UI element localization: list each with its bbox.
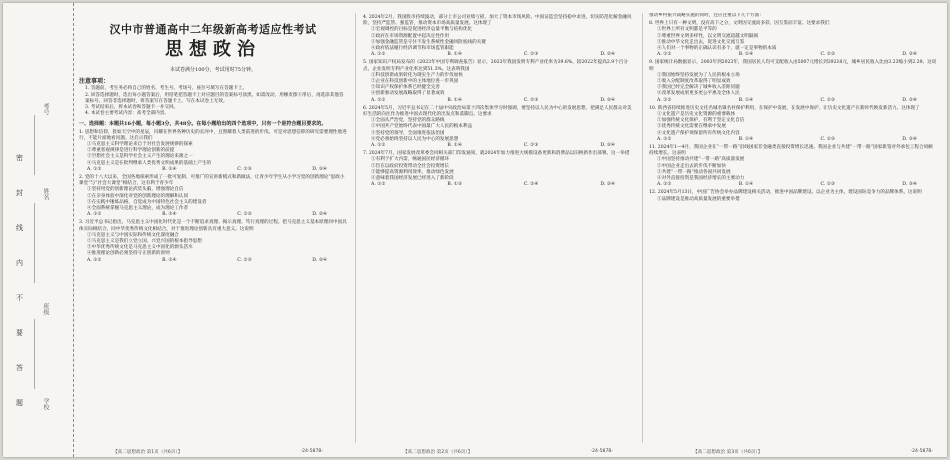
answer-choices — [371, 98, 635, 104]
question-options — [657, 27, 937, 52]
choice: D. ③④ — [600, 97, 615, 103]
option: ①全面从严治党，坚持党的群众路线 — [371, 118, 445, 124]
option: ②加强传统文化保护，有利于坚定文化自信 — [657, 118, 745, 124]
page-divider — [642, 13, 643, 443]
footer-code: ·24-587B· — [300, 449, 323, 454]
option: ①文化遗产是历史文化资源的重要载体 — [657, 112, 736, 118]
question-stem: 3. 习近平总书记指出，马克思主义中国化时代化是一个不断追求真理、揭示真理、笃行真理的过程。把马克思主义基本原理同中国具体实际相结合、同中华优秀传统文化相结合，对于推进理论创新具有重大意义。这说明 — [79, 220, 347, 232]
choice: B. ①④ — [447, 143, 462, 149]
binding-mark: 答 — [16, 364, 23, 372]
question-options — [371, 27, 635, 52]
choice: A. ①② — [371, 97, 386, 103]
option: ②马克思主义是我们立党立国、兴党兴国的根本指导思想 — [87, 239, 202, 245]
question — [649, 21, 937, 58]
choice: C. ②③ — [523, 143, 539, 149]
answer-choices — [657, 52, 937, 58]
choice: A. ①② — [371, 143, 386, 149]
option: ④推进理论创新必须坚持守正创新的原则 — [87, 251, 170, 257]
section-heading: 一、选择题：本题共16小题，每小题3分，共48分。在每小题给出的四个选项中，只有一个是符合题目要求的。 — [79, 121, 327, 128]
binding-margin — [3, 3, 74, 457]
binding-mark: 内 — [16, 259, 23, 267]
exam-title: 汉中市普通高中二年级新高考适应性考试 — [109, 23, 317, 36]
question-stem: 12. 2024年5月13日，中国广告协会举办品牌建设相关活动，推进中国品牌建设。以企业为主体，建设国际竞争力的品牌体系。这说明 — [649, 190, 922, 196]
option: ③我国已经完全解决了城乡收入差距问题 — [657, 85, 740, 91]
notice-block — [79, 79, 347, 117]
question-stem: 4. 2024年2月，我国股市持续波动，部分上市公司业绩亏损，加大了资本市场风险。中国证监会坚持稳中求进，切实防范化解金融风险，坚持严监管、强监管，推动资本市场高质量发展。这体现了 — [363, 15, 632, 27]
choice: C. ②③ — [820, 136, 836, 142]
footer-code: ·24-587B· — [910, 449, 933, 454]
footer-code: ·24-587B· — [590, 449, 613, 454]
notice-item: 3. 考试结束后，将本试卷和答题卡一并交回。 — [85, 105, 179, 111]
choice: D. ③④ — [600, 143, 615, 149]
option: ②尊重客观规律是进行科学理论创新的前提 — [87, 148, 175, 154]
question-options — [87, 142, 347, 167]
option: ①世界上所有文明都是平等的 — [657, 27, 717, 33]
question — [363, 106, 635, 149]
option: ①宏观调控的目标是促进经济总量平衡与结构优化 — [371, 27, 473, 33]
choice: A. ①② — [87, 166, 102, 172]
answer-choices — [87, 258, 347, 264]
page-3 — [649, 13, 937, 443]
footer-page-label: 【高二思想政治 第3页（共6页）】 — [693, 450, 763, 455]
binding-mark: 线 — [16, 224, 23, 232]
option: ①马克思主义科学理论来自于对社会发展规律的探索 — [87, 142, 193, 148]
choice: D. ③④ — [312, 166, 327, 172]
binding-write-line — [34, 115, 35, 175]
page-2 — [363, 13, 635, 443]
option: ③坚持党的领导，全面推进依法治国 — [371, 130, 445, 136]
option: ③共建“一带一路”推动各国共同发展 — [657, 169, 731, 175]
option: ③推动中华文化走出去，促进文化交流互鉴 — [657, 39, 745, 45]
option: ①我国始终坚持发展为了人民的根本立场 — [657, 72, 740, 78]
question-stem: 2. 党的十八大以来，全国各地探索形成了一批可复制、可推广的宣讲新模式和新做法，让青少年学生从小学习党的创新理论“思政小课堂”与“社会大课堂”相结合，这有利于青少年 — [79, 175, 345, 187]
option: ②尊重世界文明多样性，以文明交流超越文明隔阂 — [657, 33, 759, 39]
notice-item: 1. 答题前，考生务必将自己的姓名、考生号、考场号、座位号填写在答题卡上。 — [85, 86, 248, 92]
option: ①品牌建设是推动高质量发展的重要举措 — [657, 196, 740, 202]
question-options — [657, 197, 937, 203]
choice: A. ①② — [657, 97, 672, 103]
option: ③优秀传统文化需要在继承中发展 — [657, 124, 726, 130]
question — [363, 15, 635, 58]
option: ④政府依法履行经济调节和市场监管职能 — [371, 46, 454, 52]
option: ④对外直接投资是我国经济增长的主要动力 — [657, 176, 745, 182]
subject-title: 思想政治 — [165, 39, 261, 60]
binding-mark: 密 — [16, 154, 23, 162]
question — [363, 60, 635, 103]
question — [79, 130, 347, 173]
option: ④文化遗产保护须保留所有传统文化内容 — [657, 130, 740, 136]
notice-item: 4. 本试卷主要考试内容：高考全部内容。 — [85, 111, 169, 117]
option: ③能够提高资源利用效率，推动绿色发展 — [371, 169, 454, 175]
option: ③空想社会主义是科学社会主义产生的理论来源之一 — [87, 154, 193, 160]
choice: B. ①③ — [447, 182, 462, 188]
answer-choices — [657, 182, 937, 188]
choice: C. ②③ — [523, 97, 539, 103]
answer-choices — [87, 212, 347, 218]
choice: C. ②④ — [523, 182, 539, 188]
binding-mark: 封 — [16, 189, 23, 197]
option: ②旨在以政府投资带动全社会投资增长 — [371, 163, 450, 169]
option: ④马克思主义是在批判继承人类优秀文明成果的基础上产生的 — [87, 160, 212, 166]
notice-item: 2. 回答选择题时，选出每小题答案后，用铅笔把答题卡上对应题目的答案标号涂黑。如需改动，用橡皮擦干净后，再选涂其他答案标号。回答非选择题时，将答案写在答题卡上。写在本试卷上无效。 — [85, 92, 344, 104]
binding-write-line — [34, 319, 35, 389]
choice: B. ①④ — [162, 166, 177, 172]
option: ④全面系统掌握马克思主义理论，成为理论工作者 — [87, 206, 189, 212]
choice: D. ③④ — [600, 52, 615, 58]
choice: D. ③④ — [902, 97, 917, 103]
choice: D. ③④ — [902, 136, 917, 142]
choice: B. ①④ — [738, 52, 754, 58]
answer-choices — [371, 143, 635, 149]
question-stem: 6. 2024年5月，习近平总书记在二十届中央政治局第十四次集体学习时强调，要坚持以人民为中心的发展思想，把满足人民群众对美好生活的向往作为推进中国式现代化的出发点和落脚点。这要求 — [363, 105, 632, 118]
question-options — [657, 73, 937, 98]
answer-choices — [657, 137, 937, 143]
question — [649, 60, 937, 103]
question-options — [87, 187, 347, 212]
question-stem: 11. 2024年1—4月，我国企业在“一带一路”沿线国家非金融类直接投资增长迅速。我国企业与共建“一带一路”国家新签对外承包工程合同额持续增长。这表明 — [649, 145, 933, 157]
question-stem: 5. 国家知识产权局发布的《2023年中国专利调查报告》显示，2023年我国发明专利产业化率为39.6%，较2022年提高2.9个百分点，企业发明专利产业化率达到51.3%。这表明我国 — [363, 60, 628, 72]
choice: A. ①② — [657, 136, 672, 142]
choice: B. ①④ — [738, 136, 754, 142]
question — [363, 151, 635, 188]
choice: A. ①② — [657, 52, 672, 58]
option: ④创新驱动发展战略取得了显著成效 — [371, 91, 445, 97]
question — [79, 175, 347, 218]
choice: D. ③④ — [902, 52, 917, 58]
choice: B. ①④ — [447, 52, 462, 58]
choice: D. ③④ — [312, 257, 327, 263]
answer-choices — [371, 52, 635, 58]
choice: A. ①② — [87, 212, 102, 218]
page-divider — [355, 13, 356, 443]
option: ④党必须始终坚持以人民为中心的发展思想 — [371, 136, 459, 142]
choice: C. ②③ — [523, 52, 539, 58]
option: ③在实践中锤炼品格，自觉成为中国特色社会主义的建设者 — [87, 199, 207, 205]
choice: C. ②③ — [820, 182, 836, 188]
answer-choices — [657, 98, 937, 104]
choice: D. ③④ — [600, 182, 615, 188]
question-options — [657, 112, 937, 137]
question — [79, 220, 347, 263]
choice: C. ②③ — [820, 97, 836, 103]
option: ①马克思主义与中国实际和传统文化深度融合 — [87, 232, 179, 238]
footer-page-label: 【高二思想政治 第1页（共6页）】 — [113, 450, 183, 455]
question-stem: 1. 思想和信仰，犹如天空中的星辰，闪耀在世界各种历史的长河中，且照耀着人类前进的步伐。可是对思想信仰的研究需要理性地进行，不能片面地看问题。这启示我们 — [79, 129, 347, 141]
choice: A. ①② — [371, 52, 386, 58]
question-options — [657, 157, 937, 182]
option: ②中国共产党始终代表中国最广大人民的根本利益 — [371, 124, 473, 130]
choice: B. ①④ — [162, 212, 177, 218]
question — [649, 106, 937, 143]
question — [649, 190, 937, 202]
page-1 — [79, 13, 347, 443]
question-options — [371, 73, 635, 98]
binding-label-name: 姓名 — [42, 188, 49, 200]
question-options — [371, 118, 635, 143]
question-stem: 9. 国家统计局数据显示，2003年到2023年，我国居民人均可支配收入由5007元增长到39218元，城乡居民收入比由3.23缩小到2.39。这说明 — [649, 60, 937, 72]
option: ①坚持用党的创新理论武装头脑，增强理论自信 — [87, 187, 184, 193]
option: ②政府在市场资源配置中起决定性作用 — [371, 33, 450, 39]
binding-label-school: 学校 — [42, 398, 49, 410]
option: ③知识产权保护体系已经健全完善 — [371, 85, 440, 91]
binding-mark: 不 — [16, 294, 23, 302]
option: ②中国企业走出去的步伐不断加快 — [657, 163, 726, 169]
option: ①科技创新成果转化为现实生产力的步伐加快 — [371, 72, 463, 78]
option: ④人们对一个事物的正确认识有多个，就一定是事物的本质 — [657, 46, 777, 52]
question-stem: 7. 2024年7月，国家发展改革委会同相关部门印发通知，就2024年加力推进大规模设备更新和消费品以旧换新作出部署。这一举措 — [363, 151, 630, 157]
option: ①中国坚持推动共建“一带一路”高质量发展 — [657, 157, 745, 163]
option: ②收入分配制度改革取得了明显成效 — [657, 79, 731, 85]
choice: B. ①④ — [738, 182, 754, 188]
intro-text: 推动乡村振兴战略实施的同时，还应注重以下几个方面： — [649, 13, 764, 18]
binding-write-line — [34, 203, 35, 283]
choice: B. ①④ — [447, 97, 462, 103]
choice: C. ②③ — [820, 52, 836, 58]
exam-info: 本试卷满分100分，考试用时75分钟。 — [170, 67, 256, 73]
notice-title: 注意事项： — [79, 78, 110, 86]
option: ④改革发展成果更多更公平惠及全体人民 — [657, 91, 740, 97]
exam-sheet — [3, 3, 947, 457]
option: ③中华优秀传统文化是马克思主义中国化的源头活水 — [87, 245, 193, 251]
choice: C. ②③ — [237, 166, 252, 172]
choice: D. ③④ — [902, 182, 917, 188]
option: ③加强金融监管是守住不发生系统性金融风险底线的关键 — [371, 39, 486, 45]
binding-mark: 要 — [16, 329, 23, 337]
question-stem: 8. 世界上只有一种文明，没有高下之分，文明因交流而多彩，因互鉴而丰富。这要求我们 — [649, 21, 830, 27]
choice: D. ③④ — [312, 212, 327, 218]
option: ④意味着我国经济发展已经进入了新阶段 — [371, 176, 454, 182]
question-options — [87, 233, 347, 258]
binding-label-class: 班级 — [42, 303, 49, 315]
question-stem: 10. 陕西省持续推进历史文化名城名镇名村保护利用，在保护中发展，在发展中保护，让历史文化遗产在新时代焕发新活力。这体现了 — [649, 105, 920, 111]
choice: B. ①④ — [162, 257, 177, 263]
answer-choices — [371, 182, 635, 188]
footer-page-label: 【高二思想政治 第2页（共6页）】 — [403, 450, 473, 455]
choice: C. ②③ — [237, 257, 252, 263]
question — [649, 145, 937, 188]
answer-choices — [87, 167, 347, 173]
choice: A. ①② — [87, 257, 102, 263]
binding-label-exam-number: 考号 — [42, 103, 49, 115]
choice: A. ①② — [371, 182, 386, 188]
question-options — [371, 157, 635, 182]
option: ②在亲身体验中深化对党的创新理论的理解和认同 — [87, 193, 189, 199]
binding-mark: 题 — [16, 399, 23, 407]
option: ②企业在科技创新中的主体地位进一步巩固 — [371, 79, 459, 85]
choice: C. ②③ — [237, 212, 252, 218]
choice: B. ①④ — [738, 97, 754, 103]
option: ①有利于扩大内需，畅通国民经济循环 — [371, 157, 450, 163]
choice: A. ①② — [657, 182, 672, 188]
